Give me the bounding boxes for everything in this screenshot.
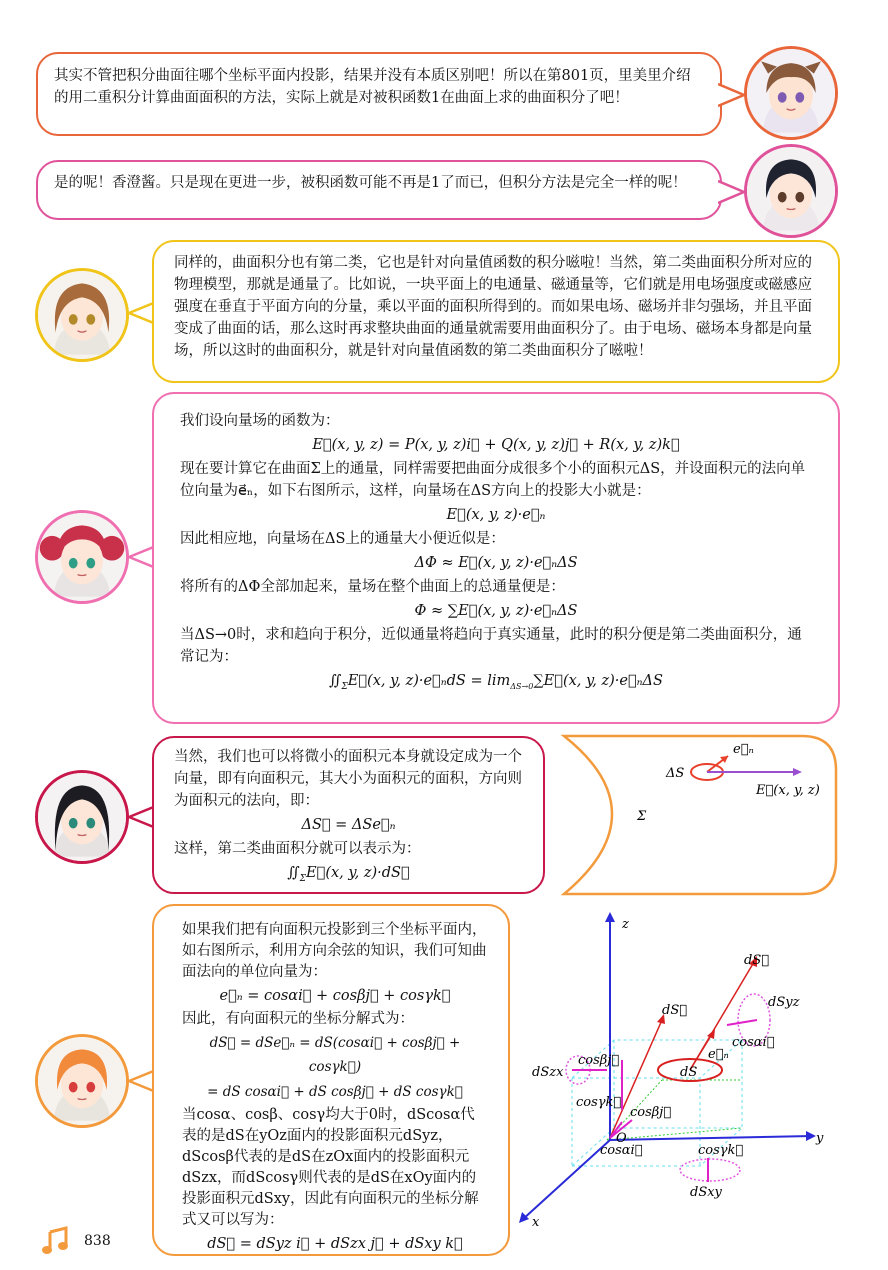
fig2-label-cos-gamma-1: cosγk⃗ — [576, 1095, 622, 1110]
b5-eq-1: ΔS⃗ = ΔSe⃗ₙ — [301, 817, 396, 833]
b5-text-1: 当然，我们也可以将微小的面积元本身就设定成为一个向量，即有向面积元，其大小为面积元的面积，方向则为面积元的法向，即： — [174, 749, 522, 809]
b4-text-1: 我们设向量场的函数为： — [180, 413, 340, 429]
avatar-kasumi — [744, 46, 838, 140]
b6-text-1: 如果我们把有向面积元投影到三个坐标平面内，如右图所示，利用方向余弦的知识，我们可知曲面法向的单位向量为： — [182, 922, 487, 980]
avatar-chika — [35, 1034, 129, 1128]
projection-3d-figure — [512, 910, 842, 1230]
dialogue-bubble-1 — [36, 52, 722, 136]
b5-text-2: 这样，第二类曲面积分就可以表示为： — [174, 841, 421, 857]
b4-text-5: 当ΔS→0时，求和趋向于积分，近似通量将趋向于真实通量，此时的积分便是第二类曲面积分，通常记为： — [180, 627, 802, 665]
fig2-label-ds: dS — [680, 1065, 698, 1080]
b4-eq-5-sigma: Σ — [341, 681, 348, 692]
avatar-dia — [35, 770, 129, 864]
b4-eq-5-integral: ∬ — [329, 673, 342, 689]
bubble-2-text: 是的呢！香澄酱。只是现在更进一步，被积函数可能不再是1了而已，但积分方法是完全一样的呢！ — [54, 175, 687, 191]
fig2-label-ds-top: dS⃗ — [744, 953, 770, 968]
b6-text-3: 当cosα、cosβ、cosγ均大于0时，dScosα代表的是dS在yOz面内的投影面积元dSyz，dScosβ代表的是dS在zOx面内的投影面积元dSzx，而dScosγ则代表的是dS在xOy面内的投影面积元dSxy，因此有向面积元的坐标分解式又可以写为： — [182, 1107, 479, 1228]
label-en: e⃗ₙ — [733, 742, 754, 757]
music-note-icon — [40, 1226, 70, 1256]
projection-guides — [607, 1080, 742, 1140]
surface-element-figure — [552, 734, 842, 896]
page-number: 838 — [84, 1233, 111, 1249]
fig2-label-cos-alpha-2: cosαi⃗ — [600, 1143, 643, 1158]
fig2-label-dsxy: dSxy — [690, 1185, 722, 1200]
avatar-hanamaru — [35, 268, 129, 362]
b5-eq-2-sigma: Σ — [299, 873, 307, 884]
b4-eq-1: E⃗(x, y, z) = P(x, y, z)i⃗ + Q(x, y, z)j⃗ + R(x, y, z)k⃗ — [312, 437, 680, 453]
b5-eq-2 — [174, 861, 523, 891]
label-field-e: E⃗(x, y, z) — [756, 783, 820, 798]
x-axis — [522, 1140, 610, 1220]
label-delta-s: ΔS — [666, 766, 685, 781]
b4-text-3: 因此相应地，向量场在ΔS上的通量大小便近似是： — [180, 531, 505, 547]
b6-eq-4: dS⃗ = dSyz i⃗ + dSzx j⃗ + dSxy k⃗ — [207, 1236, 463, 1252]
b4-eq-4: Φ ≈ ∑E⃗(x, y, z)·e⃗ₙΔS — [414, 603, 578, 619]
b5-eq-2-integral: ∬ — [287, 865, 300, 881]
fig2-label-cos-alpha-1: cosαi⃗ — [732, 1035, 775, 1050]
b6-eq-1: e⃗ₙ = cosαi⃗ + cosβj⃗ + cosγk⃗ — [219, 988, 451, 1004]
b6-text-2: 因此，有向面积元的坐标分解式为： — [182, 1011, 414, 1027]
b4-eq-5-body: E⃗(x, y, z)·e⃗ₙdS = lim — [347, 673, 511, 689]
label-sigma: Σ — [637, 809, 647, 824]
b6-eq-2: dS⃗ = dSe⃗ₙ = dS(cosαi⃗ + cosβj⃗ + cosγk⃗) — [209, 1035, 461, 1075]
b4-eq-5-sum: ∑E⃗(x, y, z)·e⃗ₙΔS — [533, 673, 663, 689]
fig2-label-dszx: dSzx — [532, 1065, 564, 1080]
bubble-1-text: 其实不管把积分曲面往哪个坐标平面内投影，结果并没有本质区别吧！所以在第801页，里美里介绍的用二重积分计算曲面面积的方法，实际上就是对被积函数1在曲面上求的曲面积分了吧！ — [54, 68, 691, 106]
dialogue-bubble-2 — [36, 160, 722, 220]
dialogue-bubble-4 — [152, 392, 840, 724]
dsxy-ellipse — [680, 1159, 740, 1181]
fig2-label-en: e⃗ₙ — [708, 1047, 729, 1062]
fig2-label-cos-gamma-2: cosγk⃗ — [698, 1143, 744, 1158]
b4-eq-2: E⃗(x, y, z)·e⃗ₙ — [446, 507, 546, 523]
ds-vector-origin — [610, 1020, 662, 1138]
dialogue-bubble-6 — [152, 904, 510, 1256]
avatar-ruby — [35, 510, 129, 604]
bubble-3-text: 同样的，曲面积分也有第二类，它也是针对向量值函数的积分嗞啦！当然，第二类曲面积分所对应的物理模型，那就是通量了。比如说，一块平面上的电通量、磁通量等，它们就是用电场强度或磁感应强度在垂直于平面方向的分量，乘以平面的面积所得到的。而如果电场、磁场并非匀强场，并且平面变成了曲面的话，那么这时再求整块曲面的通量就需要用曲面积分了。由于电场、磁场本身都是向量场，所以这时的曲面积分，就是针对向量值函数的第二类曲面积分了嗞啦！ — [174, 255, 812, 359]
b6-eq-3: = dS cosαi⃗ + dS cosβj⃗ + dS cosγk⃗ — [207, 1084, 463, 1100]
b4-text-4: 将所有的ΔΦ全部加起来，量场在整个曲面上的总通量便是： — [180, 579, 565, 595]
fig2-label-y: y — [816, 1131, 824, 1146]
fig2-label-cos-beta-2: cosβj⃗ — [630, 1105, 672, 1120]
fig2-label-cos-beta-1: cosβj⃗ — [578, 1053, 620, 1068]
surface-sigma-outline — [564, 736, 836, 894]
b4-eq-5 — [180, 669, 812, 699]
dialogue-bubble-3 — [152, 240, 840, 383]
fig2-label-z: z — [622, 917, 629, 932]
b4-text-2: 现在要计算它在曲面Σ上的通量，同样需要把曲面分成很多个小的面积元ΔS，并设面积元的法向单位向量为e⃗ₙ，如下右图所示，这样，向量场在ΔS方向上的投影大小就是： — [180, 461, 806, 499]
b4-eq-3: ΔΦ ≈ E⃗(x, y, z)·e⃗ₙΔS — [414, 555, 578, 571]
avatar-rimi — [744, 144, 838, 238]
b4-eq-5-lim-sub: ΔS→0 — [510, 681, 534, 691]
b5-eq-2-body: E⃗(x, y, z)·dS⃗ — [306, 865, 410, 881]
fig2-label-ds-mid: dS⃗ — [662, 1003, 688, 1018]
fig2-label-o: O — [616, 1131, 627, 1146]
dialogue-bubble-5 — [152, 736, 545, 894]
fig2-label-x: x — [532, 1215, 540, 1230]
fig2-label-dsyz: dSyz — [768, 995, 800, 1010]
